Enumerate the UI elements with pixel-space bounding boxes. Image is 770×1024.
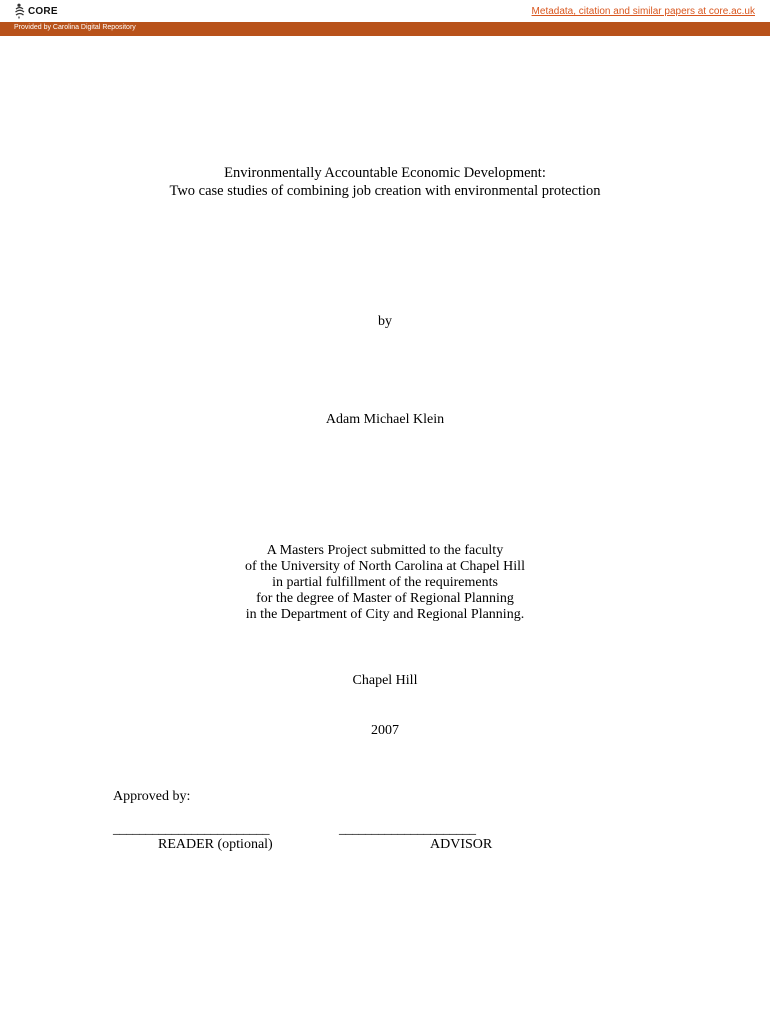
core-logo-icon	[14, 3, 26, 19]
year: 2007	[371, 723, 399, 738]
core-metadata-link[interactable]: Metadata, citation and similar papers at core.ac.uk	[531, 6, 755, 17]
statement-line-1: A Masters Project submitted to the faculty	[266, 543, 504, 558]
document-title	[0, 164, 770, 200]
advisor-label: ADVISOR	[430, 837, 493, 852]
place: Chapel Hill	[352, 673, 418, 688]
core-banner	[0, 0, 770, 22]
statement-line-2: of the University of North Carolina at Chapel Hill	[245, 559, 525, 574]
statement-line-3: in partial fulfillment of the requirements	[272, 575, 498, 590]
by-label: by	[378, 314, 392, 329]
title-line-2: Two case studies of combining job creation with environmental protection	[169, 183, 601, 199]
reader-signature-line: ________________________	[113, 822, 269, 837]
author-name: Adam Michael Klein	[325, 412, 445, 427]
core-logo-text: CORE	[28, 5, 58, 17]
title-line-1: Environmentally Accountable Economic Development:	[224, 165, 546, 181]
provided-by-bar	[0, 22, 770, 36]
statement-line-5: in the Department of City and Regional Planning.	[245, 607, 525, 622]
provided-by-text: Provided by Carolina Digital Repository	[14, 24, 136, 31]
reader-label: READER (optional)	[158, 837, 273, 852]
approved-by-label: Approved by:	[113, 789, 191, 804]
statement-line-4: for the degree of Master of Regional Planning	[256, 591, 514, 606]
advisor-signature-line: _____________________	[339, 822, 476, 837]
submission-statement	[0, 543, 770, 623]
core-logo[interactable]	[14, 3, 58, 19]
